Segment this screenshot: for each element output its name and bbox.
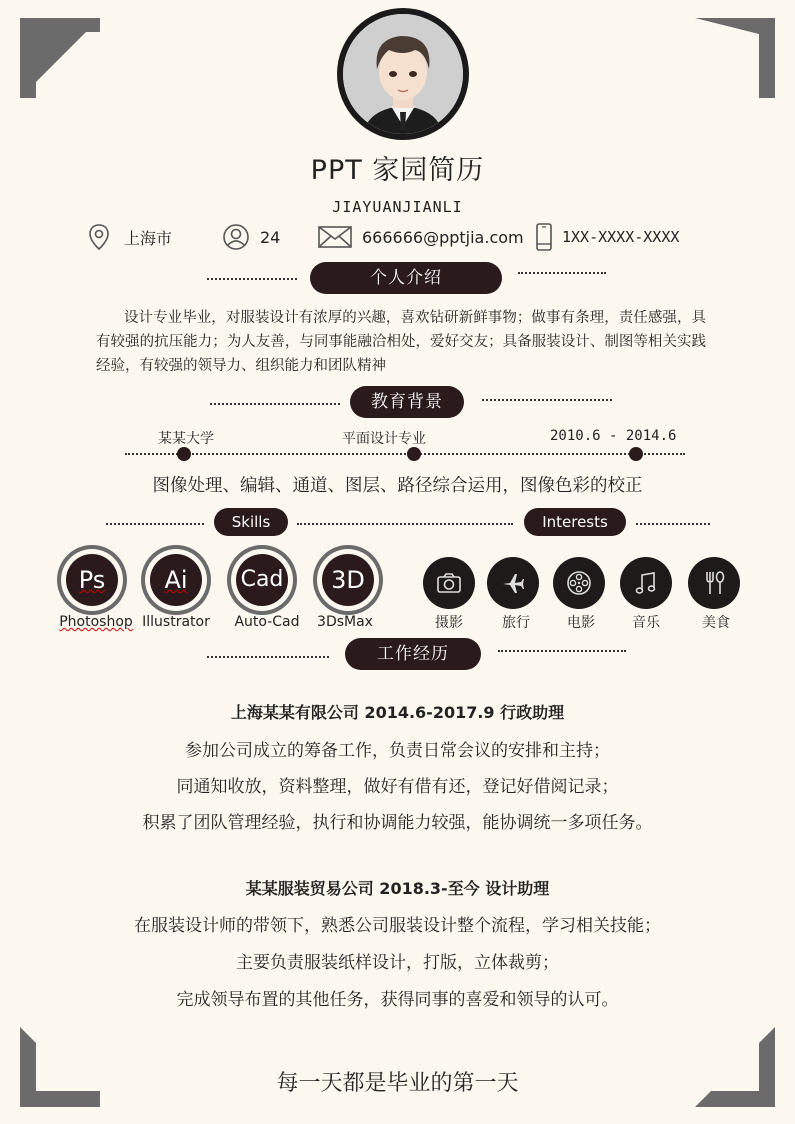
airplane-icon [500, 570, 526, 596]
school-name: 某某大学 [158, 431, 214, 447]
resume-title: PPT 家园简历 [310, 155, 485, 186]
timeline-line [125, 453, 685, 455]
intro-paragraph: 设计专业毕业，对服装设计有浓厚的兴趣，喜欢钻研新鲜事物；做事有条理，责任感强，具有较强的抗压能力；为人友善，与同事能融洽相处，爱好交友；具备服装设计、制图等相关实践经验，有较强的领导力、组织能力和团队精神 [96, 310, 706, 374]
divider-dots [498, 650, 626, 652]
interest-name: 美食 [702, 615, 730, 631]
city-text: 上海市 [124, 228, 173, 248]
user-icon [222, 223, 250, 251]
location-info [88, 222, 172, 252]
skill-name: Auto-Cad [234, 614, 300, 630]
divider-dots [297, 523, 513, 525]
music-note-icon [633, 570, 659, 596]
fork-spoon-icon [701, 570, 727, 596]
age-text: 24 [260, 227, 281, 247]
divider-dots [210, 403, 340, 405]
job-duty: 积累了团队管理经验，执行和协调能力较强，能协调统一多项任务。 [142, 813, 653, 833]
email-text[interactable]: 666666@pptjia.com [362, 227, 524, 247]
corner-decoration-top-left [20, 18, 100, 98]
major-name: 平面设计专业 [342, 431, 426, 447]
divider-dots [636, 523, 710, 525]
interest-music [620, 557, 672, 609]
interest-food [688, 557, 740, 609]
timeline-node [407, 447, 421, 461]
section-education-heading: 教育背景 [350, 386, 464, 418]
job-duty: 同通知收放，资料整理，做好有借有还，登记好借阅记录； [176, 777, 619, 797]
job-duty: 参加公司成立的筹备工作，负责日常会议的安排和主持； [185, 741, 610, 761]
job-duty: 主要负责服装纸样设计，打版，立体裁剪； [236, 953, 559, 973]
study-period: 2010.6 - 2014.6 [550, 428, 677, 444]
motto: 每一天都是毕业的第一天 [276, 1071, 519, 1096]
job-duty: 在服装设计师的带领下，熟悉公司服装设计整个流程，学习相关技能； [134, 916, 661, 936]
timeline-node [177, 447, 191, 461]
resume-subtitle: JIAYUANJIANLI [332, 198, 463, 216]
interest-movie [553, 557, 605, 609]
job-title: 某某服装贸易公司 2018.3-至今 设计助理 [245, 879, 550, 898]
interest-name: 摄影 [435, 615, 463, 631]
age-info [222, 222, 280, 252]
section-work-heading: 工作经历 [345, 638, 481, 670]
envelope-icon [318, 225, 352, 249]
section-interests-heading: Interests [524, 508, 626, 536]
camera-icon [436, 570, 462, 596]
skill-photoshop: Ps [57, 545, 127, 615]
section-skills-heading: Skills [214, 508, 288, 536]
phone-icon [536, 223, 552, 251]
email-info [318, 222, 524, 252]
corner-decoration-top-right [695, 18, 775, 98]
interest-photography [423, 557, 475, 609]
film-reel-icon [566, 570, 592, 596]
interest-travel [487, 557, 539, 609]
divider-dots [106, 523, 204, 525]
phone-info [536, 222, 679, 252]
divider-dots [207, 278, 297, 280]
skill-name: Photoshop [59, 614, 133, 630]
avatar [337, 8, 469, 140]
education-description: 图像处理、编辑、通道、图层、路径综合运用，图像色彩的校正 [152, 476, 643, 496]
interest-name: 音乐 [632, 615, 660, 631]
phone-text: 1XX-XXXX-XXXX [562, 228, 680, 246]
interest-name: 电影 [567, 615, 595, 631]
location-pin-icon [88, 223, 110, 251]
divider-dots [482, 399, 612, 401]
divider-dots [207, 656, 329, 658]
section-intro-heading: 个人介绍 [310, 262, 502, 294]
skill-3dsmax: 3D [313, 545, 383, 615]
divider-dots [518, 272, 606, 274]
skill-illustrator: Ai [141, 545, 211, 615]
interest-name: 旅行 [502, 615, 530, 631]
skill-autocad: Cad [227, 545, 297, 615]
job-title: 上海某某有限公司 2014.6-2017.9 行政助理 [230, 703, 565, 722]
skill-name: 3DsMax [317, 614, 373, 630]
timeline-node [629, 447, 643, 461]
job-duty: 完成领导布置的其他任务，获得同事的喜爱和领导的认可。 [176, 990, 619, 1010]
skill-name: Illustrator [142, 614, 210, 630]
